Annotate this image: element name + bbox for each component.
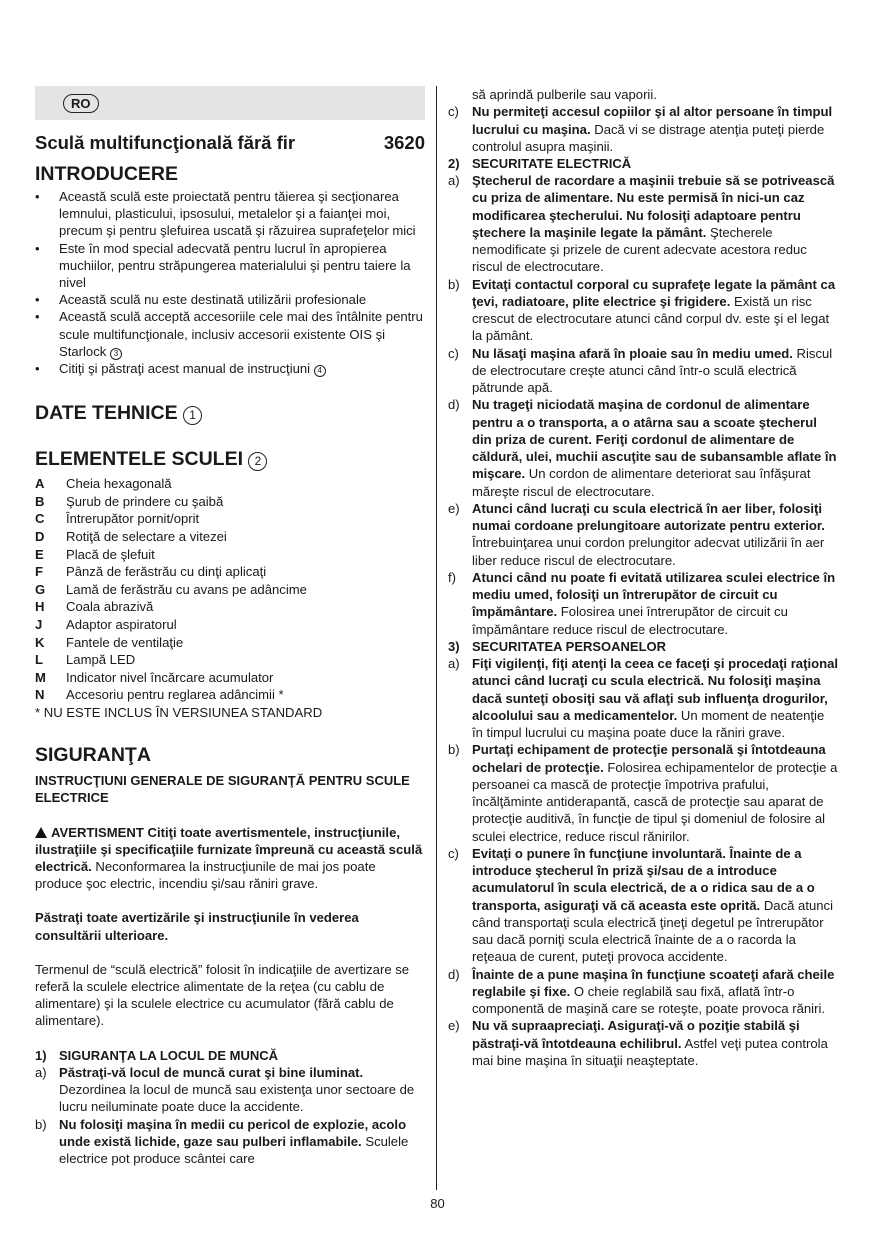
- intro-bullet-list: [35, 188, 425, 377]
- list-item: a) Fiţi vigilenţi, fiţi atenţi la ceea ce faceţi şi procedaţi raţional atunci când lucraţi cu scula electrică. Nu folosiţi maşina dacă sunteţi obosiţi sau vă aflaţi sub influenţa drogurilor, alcoolului sau a medicamentelor. Un moment de neatenţie în timpul lucrului cu maşina poate duce la răniri grave.: [448, 656, 839, 741]
- right-column: [448, 86, 838, 1069]
- left-column: [35, 86, 425, 1167]
- product-number: 3620: [383, 132, 425, 153]
- list-item: • Această sculă este proiectată pentru tăierea şi secţionarea lemnului, plasticului, ipsosului, metalelor şi a faianţei moi, precum şi pentru şlefuirea uscată şi răzuirea suprafeţelor mici: [35, 189, 416, 239]
- list-item: E Placă de şlefuit: [35, 546, 155, 562]
- list-item: D Rotiţă de selectare a vitezei: [35, 529, 227, 545]
- list-item: c) Nu lăsaţi maşina afară în ploaie sau în mediu umed. Riscul de electrocutare creşte atunci când într-o sculă electrică pătrunde apă.: [448, 345, 833, 396]
- list-item: b) Nu folosiţi maşina în medii cu pericol de explozie, acolo unde există lichide, gaze sau pulberi inflamabile. Sculele electrice pot produce scântei care: [35, 1116, 409, 1167]
- intro-heading: INTRODUCERE: [35, 163, 179, 185]
- list-item: b) Purtaţi echipament de protecţie personală şi întotdeauna ochelari de protecţie. Folosirea echipamentelor de protecţie a persoanei ca mască de protecţie împotriva prafului, încălţăminte antiderapantă, cască de protecţie sau aparat de protecţie auditivă, în funcţie de tipul şi domeniul de folosire al sculei electrice, reduce riscul rănirilor.: [448, 742, 838, 844]
- warning-paragraph: AVERTISMENT Citiţi toate avertismentele, instrucţiunile, ilustraţiile şi specificaţiile furnizate împreună cu această sculă electrică. Neconformarea la instrucţiunile de mai jos poate produce şoc electric, incendiu şi/sau răniri grave.: [35, 824, 423, 892]
- list-item: • Este în mod special adecvată pentru lucrul în apropierea muchiilor, pentru străpungerea materialului şi pentru taiere la nivel: [35, 240, 411, 291]
- figure-ref-1: 1: [183, 406, 202, 425]
- figure-ref-4: 4: [314, 365, 326, 377]
- list-item: • Această sculă acceptă accesoriile cele mai des întâlnite pentru scule multifuncţionale, inclusiv accesorii existente OIS şi Starlock 3: [35, 309, 423, 359]
- figure-ref-3: 3: [110, 348, 122, 360]
- term-definition: Termenul de “sculă electrică” folosit în indicaţiile de avertizare se referă la sculele electrice alimentate de la reţea (cu cablu de alimentare) şi la sculele electrice cu acumulator (fără cablu de alimentare).: [35, 961, 410, 1029]
- list-item: f) Atunci când nu poate fi evitată utilizarea sculei electrice în mediu umed, folosiţi un întrerupător de circuit cu împământare. Folosirea unei întrerupător de circuit cu împământare reduce riscul de electrocutare.: [448, 569, 836, 637]
- elements-footnote: * NU ESTE INCLUS ÎN VERSIUNEA STANDARD: [35, 704, 323, 720]
- list-item: c) Nu permiteţi accesul copiilor şi al altor persoane în timpul lucrului cu maşina. Dacă vi se distrage atenţia puteţi pierde controlul asupra maşinii.: [448, 104, 833, 154]
- list-item: B Şurub de prindere cu şaibă: [35, 493, 224, 509]
- language-bar: [35, 86, 425, 120]
- list-item: N Accesoriu pentru reglarea adâncimii *: [35, 687, 284, 703]
- elements-heading: ELEMENTELE SCULEI 2: [35, 447, 425, 471]
- safety-subheading: INSTRUCŢIUNI GENERALE DE SIGURANŢĂ PENTRU SCULE ELECTRICE: [35, 773, 410, 806]
- language-tag: RO: [63, 94, 99, 113]
- list-item: L Lampă LED: [35, 652, 136, 668]
- list-item: e) Atunci când lucraţi cu scula electrică în aer liber, folosiţi numai cordoane prelungitoare autorizate pentru exterior. Întrebuinţarea unui cordon prelungitor adecvat utilizării în aer liber reduce riscul de electrocutare.: [448, 500, 825, 568]
- section-2-heading: 2) SECURITATE ELECTRICĂ: [448, 156, 632, 171]
- page-number: 80: [430, 1196, 445, 1211]
- list-item-continuation: să aprindă pulberile sau vaporii.: [472, 87, 657, 102]
- list-item: • Această sculă nu este destinată utilizării profesionale: [35, 292, 367, 308]
- list-item: M Indicator nivel încărcare acumulator: [35, 669, 274, 685]
- list-item: J Adaptor aspiratorul: [35, 616, 177, 632]
- figure-ref-2: 2: [248, 452, 267, 471]
- list-item: c) Evitaţi o punere în funcţiune involuntară. Înainte de a introduce ştecherul în priză şi/sau de a introduce acumulatorul în scula electrică, de a o ridica sau de a o transporta, asiguraţi vă că aceasta este oprită. Dacă atunci când transportaţi scula electrică ţineţi degetul pe întrerupător sau dacă porniţi scula electrică înainte de a o racorda la reţeaua de curent, puteţi provoca accidente.: [448, 845, 833, 965]
- section-1-heading: 1) SIGURANŢA LA LOCUL DE MUNCĂ: [35, 1047, 279, 1063]
- list-item: K Fantele de ventilaţie: [35, 634, 184, 650]
- product-title: Sculă multifuncţională fără fir: [35, 132, 296, 153]
- list-item: a) Păstraţi-vă locul de muncă curat şi bine iluminat. Dezordinea la locul de muncă sau existenţa unor sectoare de lucru neiluminate poate duce la accidente.: [35, 1064, 415, 1115]
- column-divider: [436, 86, 437, 1190]
- warning-triangle-icon: [35, 827, 47, 838]
- section-3-heading: 3) SECURITATEA PERSOANELOR: [448, 638, 667, 654]
- safety-heading: SIGURANŢA: [35, 744, 151, 767]
- list-item: d) Nu trageţi niciodată maşina de cordonul de alimentare pentru a o transporta, a o atârna sau a scoate ştecherul din priza de curent. Feriţi cordonul de alimentare de căldură, ulei, muchii ascuţite sau de subansamble aflate în mişcare. Un cordon de alimentare deteriorat sau înfăşurat măreşte riscul de electrocutare.: [448, 397, 837, 499]
- list-item: C Întrerupător pornit/oprit: [35, 511, 200, 527]
- keep-instructions: Păstraţi toate avertizările şi instrucţiunile în vederea consultării ulterioare.: [35, 910, 359, 943]
- list-item: H Coala abrazivă: [35, 599, 154, 615]
- list-item: e) Nu vă supraapreciaţi. Asiguraţi-vă o poziţie stabilă şi păstraţi-vă întotdeauna echilibrul. Astfel veţi putea controla mai bine maşina în situaţii neaşteptate.: [448, 1018, 828, 1068]
- list-item: G Lamă de ferăstrău cu avans pe adâncime: [35, 581, 307, 597]
- list-item: d) Înainte de a pune maşina în funcţiune scoateţi afară cheile reglabile şi fixe. O cheie reglabilă sau fixă, aflată într-o componentă de maşină care se roteşte, poate provoca răniri.: [448, 966, 835, 1017]
- list-item: • Citiţi şi păstraţi acest manual de instrucţiuni 4: [35, 360, 425, 377]
- elements-list: [35, 475, 425, 704]
- product-heading: [35, 132, 425, 154]
- list-item: F Pânză de ferăstrău cu dinţi aplicaţi: [35, 564, 267, 580]
- tech-heading: DATE TEHNICE 1: [35, 401, 425, 425]
- list-item: A Cheia hexagonală: [35, 476, 172, 492]
- list-item: a) Ştecherul de racordare a maşinii trebuie să se potrivească cu priza de alimentare. Nu este permisă în nici-un caz modificarea ştecherului. Nu folosiţi adaptoare pentru ştechere la maşinile legate la pământ. Ştecherele nemodificate şi prizele de curent adecvate acestora reduc riscul de electrocutare.: [448, 173, 835, 275]
- list-item: b) Evitaţi contactul corporal cu suprafeţe legate la pământ ca ţevi, radiatoare, plite electrice şi frigidere. Există un risc crescut de electrocutare atunci când corpul dv. este şi el legat la pământ.: [448, 276, 836, 344]
